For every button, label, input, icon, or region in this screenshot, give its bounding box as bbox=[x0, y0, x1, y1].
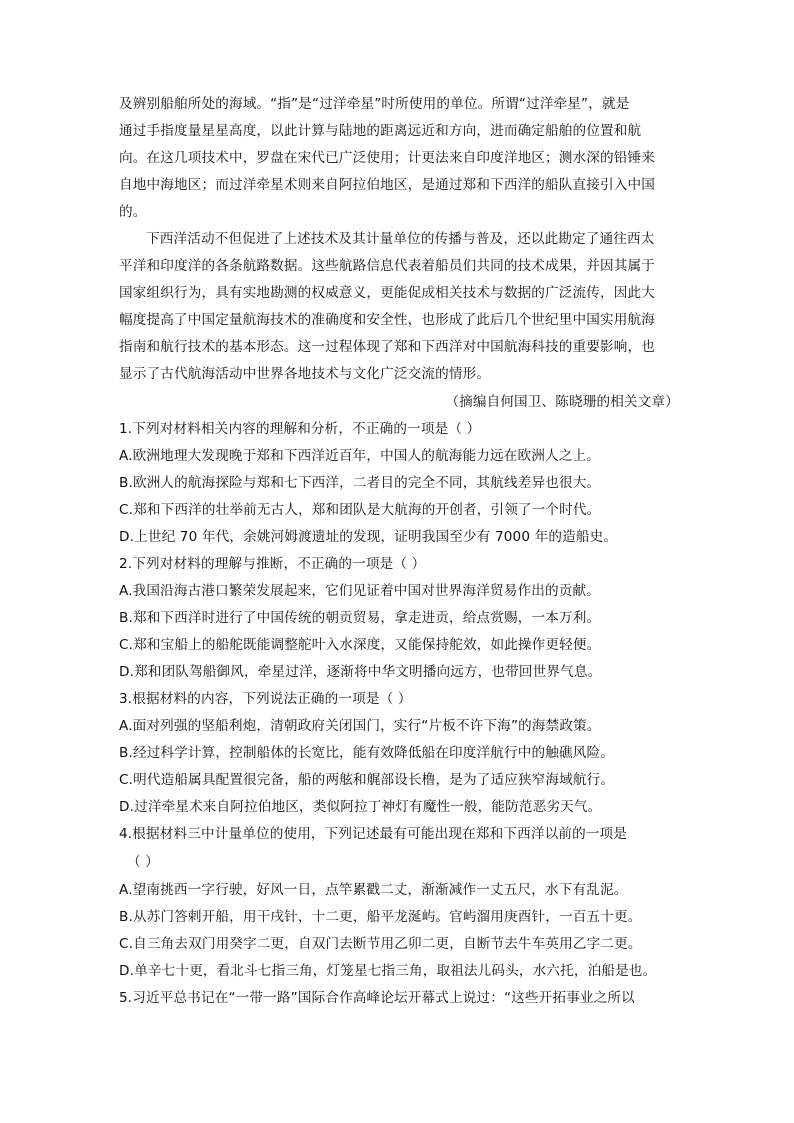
passage-line: 指南和航行技术的基本形态。这一过程体现了郑和下西洋对中国航海科技的重要影响，也 bbox=[119, 339, 656, 355]
question-option: D.上世纪 70 年代，余姚河姆渡遗址的发现，证明我国至少有 7000 年的造船史。 bbox=[119, 529, 618, 545]
question-option: A.望南挑西一字行驶，好风一日，点竿累戳二丈，渐渐减作一丈五尺，水下有乱泥。 bbox=[119, 882, 628, 898]
passage-line: 向。在这几项技术中，罗盘在宋代已广泛使用；计更法来自印度洋地区；测水深的铅锤来 bbox=[119, 150, 656, 166]
question-option: B.从苏门答剌开船，用干戌针，十二更，船平龙涎屿。官屿溜用庚酉针，一百五十更。 bbox=[119, 909, 642, 925]
question-option: A.面对列强的坚船利炮，清朝政府关闭国门，实行“片板不许下海”的海禁政策。 bbox=[119, 718, 601, 734]
passage-line: 及辨别船舶所处的海域。“指”是“过洋牵星”时所使用的单位。所谓“过洋牵星”，就是 bbox=[119, 96, 630, 112]
question-stem: 5.习近平总书记在“一带一路”国际合作高峰论坛开幕式上说过：“这些开拓事业之所以 bbox=[119, 990, 635, 1006]
passage-line: 自地中海地区；而过洋牵星术则来自阿拉伯地区，是通过郑和下西洋的船队直接引入中国 bbox=[119, 177, 656, 193]
question-option: C.明代造船属具配置很完备，船的两舷和艉部设长橹，是为了适应狭窄海域航行。 bbox=[119, 772, 615, 788]
passage-line: 通过手指度量星星高度，以此计算与陆地的距离远近和方向，进而确定船舶的位置和航 bbox=[119, 123, 642, 139]
question-option: D.过洋牵星术来自阿拉伯地区，类似阿拉丁神灯有魔性一般，能防范恶劣天气。 bbox=[119, 799, 602, 815]
passage-line: 的。 bbox=[119, 204, 147, 220]
question-option: D.郑和团队驾船御风，牵星过洋，逐渐将中华文明播向远方，也带回世界气息。 bbox=[119, 664, 602, 680]
question-option: B.郑和下西洋时进行了中国传统的朝贡贸易，拿走进贡，给点赏赐，一本万利。 bbox=[119, 610, 601, 626]
passage-paragraph-start: 下西洋活动不但促进了上述技术及其计量单位的传播与普及，还以此勘定了通往西太 bbox=[146, 231, 655, 247]
question-stem: 2.下列对材料的理解与推断，不正确的一项是（ ） bbox=[119, 556, 426, 572]
question-option: B.经过科学计算，控制船体的长宽比，能有效降低船在印度洋航行中的触礁风险。 bbox=[119, 745, 614, 761]
question-option: C.郑和下西洋的壮举前无古人，郑和团队是大航海的开创者，引领了一个时代。 bbox=[119, 502, 601, 518]
passage-line: 平洋和印度洋的各条航路数据。这些航路信息代表着船员们共同的技术成果，并因其属于 bbox=[119, 258, 656, 274]
question-option: A.欧洲地理大发现晚于郑和下西洋近百年，中国人的航海能力远在欧洲人之上。 bbox=[119, 448, 600, 464]
question-option: B.欧洲人的航海探险与郑和七下西洋，二者目的完全不同，其航线差异也很大。 bbox=[119, 475, 601, 491]
passage-source: （摘编自何国卫、陈晓珊的相关文章） bbox=[445, 394, 679, 410]
question-option: C.郑和宝船上的船舵既能调整舵叶入水深度，又能保持舵效，如此操作更轻便。 bbox=[119, 637, 601, 653]
question-stem: 4.根据材料三中计量单位的使用，下列记述最有可能出现在郑和下西洋以前的一项是 bbox=[119, 826, 628, 842]
question-answer-paren: （ ） bbox=[127, 854, 159, 870]
passage-line: 国家组织行为，具有实地勘测的权威意义，更能促成相关技术与数据的广泛流传，因此大 bbox=[119, 285, 656, 301]
question-option: A.我国沿海古港口繁荣发展起来，它们见证着中国对世界海洋贸易作出的贡献。 bbox=[119, 583, 600, 599]
passage-line: 幅度提高了中国定量航海技术的准确度和安全性，也形成了此后几个世纪里中国实用航海 bbox=[119, 312, 656, 328]
question-option: C.自三角去双门用癸字二更，自双门去断节用乙卯二更，自断节去牛车英用乙字二更。 bbox=[119, 936, 642, 952]
passage-line: 显示了古代航海活动中世界各地技术与文化广泛交流的情形。 bbox=[119, 366, 491, 382]
question-stem: 3.根据材料的内容，下列说法正确的一项是（ ） bbox=[119, 691, 412, 707]
question-stem: 1.下列对材料相关内容的理解和分析，不正确的一项是（ ） bbox=[119, 421, 481, 437]
question-option: D.单辛七十更，看北斗七指三角，灯笼星七指三角，取祖法儿码头，水六托，泊船是也。 bbox=[119, 963, 657, 979]
